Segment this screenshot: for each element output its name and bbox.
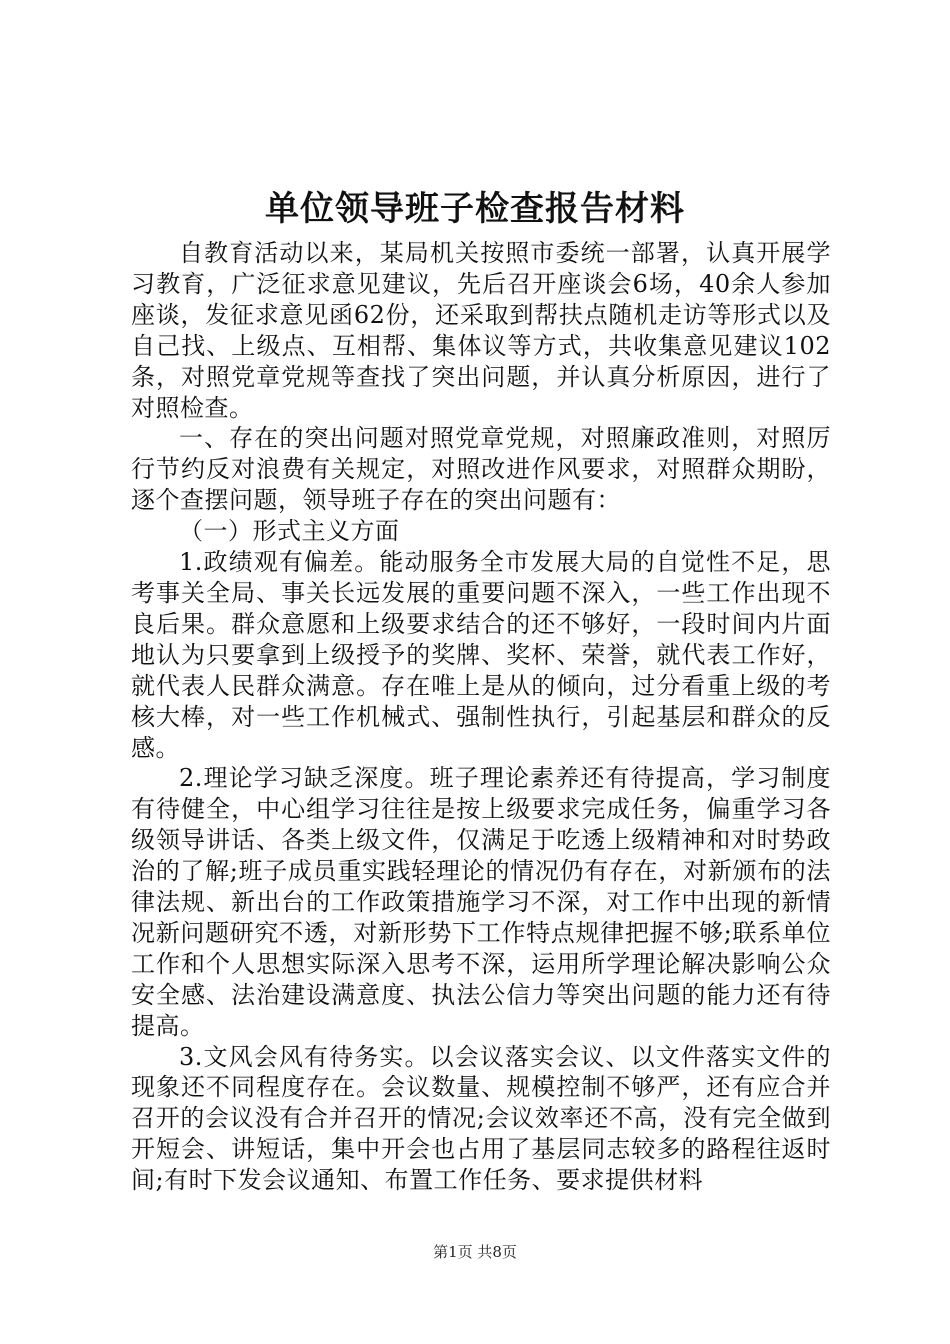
document-body [131, 238, 831, 1196]
paragraph-item-3: 3.文风会风有待务实。以会议落实会议、以文件落实文件的现象还不同程度存在。会议数量、规模控制不够严，还有应合并召开的会议没有合并召开的情况;会议效率还不高，没有完全做到开短会、讲短话，集中开会也占用了基层同志较多的路程往返时间;有时下发会议通知、布置工作任务、要求提供材料 [131, 1042, 831, 1195]
paragraph-item-2: 2.理论学习缺乏深度。班子理论素养还有待提高，学习制度有待健全，中心组学习往往是按上级要求完成任务，偏重学习各级领导讲话、各类上级文件，仅满足于吃透上级精神和对时势政治的了解;班子成员重实践轻理论的情况仍有存在，对新颁布的法律法规、新出台的工作政策措施学习不深，对工作中出现的新情况新问题研究不透，对新形势下工作特点规律把握不够;联系单位工作和个人思想实际深入思考不深，运用所学理论解决影响公众安全感、法治建设满意度、执法公信力等突出问题的能力还有待提高。 [131, 764, 831, 1040]
paragraph-section-one: 一、存在的突出问题对照党章党规，对照廉政准则，对照厉行节约反对浪费有关规定，对照改进作风要求，对照群众期盼，逐个查摆问题，领导班子存在的突出问题有： [131, 424, 831, 515]
paragraph-intro: 自教育活动以来，某局机关按照市委统一部署，认真开展学习教育，广泛征求意见建议，先后召开座谈会6场，40余人参加座谈，发征求意见函62份，还采取到帮扶点随机走访等形式以及自己找、上级点、互相帮、集体议等方式，共收集意见建议102条，对照党章党规等查找了突出问题，并认真分析原因，进行了对照检查。 [131, 239, 831, 422]
document-title: 单位领导班子检查报告材料 [265, 189, 685, 229]
subheading-formalism: （一）形式主义方面 [179, 517, 400, 546]
paragraph-item-1: 1.政绩观有偏差。能动服务全市发展大局的自觉性不足，思考事关全局、事关长远发展的重要问题不深入，一些工作出现不良后果。群众意愿和上级要求结合的还不够好，一段时间内片面地认为只要拿到上级授予的奖牌、奖杯、荣誉，就代表工作好，就代表人民群众满意。存在唯上是从的倾向，过分看重上级的考核大棒，对一些工作机械式、强制性执行，引起基层和群众的反感。 [131, 548, 831, 762]
page-footer: 第1页 共8页 [433, 1243, 517, 1261]
